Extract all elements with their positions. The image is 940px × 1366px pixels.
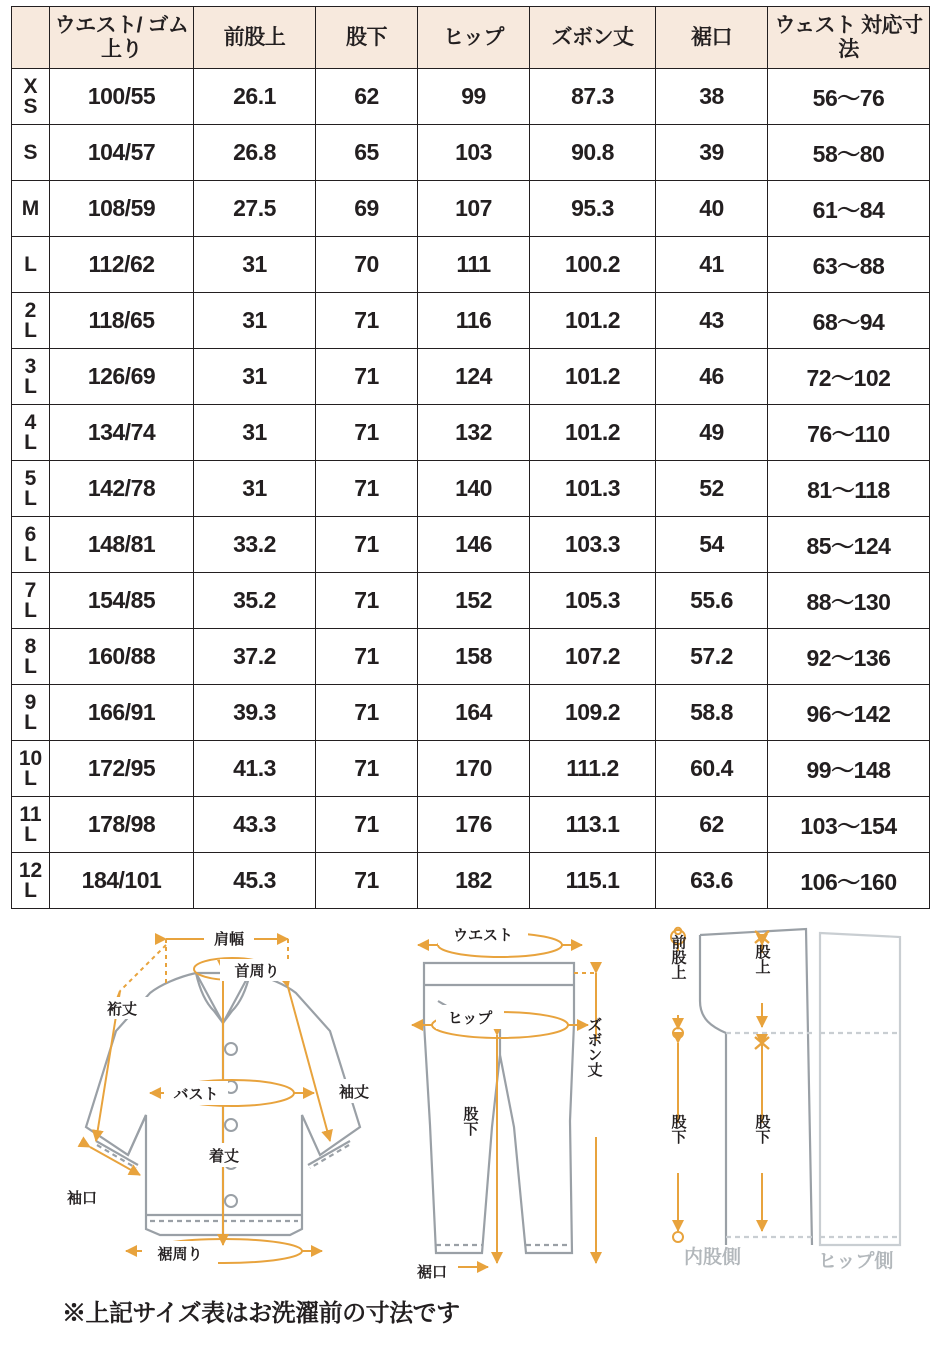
cell-pants-length: 113.1 xyxy=(530,797,656,853)
cell-hem-opening: 63.6 xyxy=(656,853,768,909)
cell-waist-range: 85〜124 xyxy=(768,517,930,573)
cell-waist-elastic: 154/85 xyxy=(50,573,194,629)
cell-inseam: 71 xyxy=(316,629,418,685)
cell-waist-elastic: 134/74 xyxy=(50,405,194,461)
label-yuki: 裄丈 xyxy=(106,1001,138,1019)
cell-hip: 164 xyxy=(418,685,530,741)
row-size: 5 L xyxy=(12,461,50,517)
cell-inseam: 71 xyxy=(316,741,418,797)
cell-hip: 170 xyxy=(418,741,530,797)
cell-pants-length: 111.2 xyxy=(530,741,656,797)
table-body xyxy=(12,69,930,909)
cell-front-rise: 31 xyxy=(194,237,316,293)
table-row xyxy=(12,293,930,349)
cell-hem-opening: 49 xyxy=(656,405,768,461)
cell-pants-length: 105.3 xyxy=(530,573,656,629)
cell-inseam: 71 xyxy=(316,797,418,853)
cell-waist-range: 99〜148 xyxy=(768,741,930,797)
table-row xyxy=(12,237,930,293)
cell-waist-elastic: 108/59 xyxy=(50,181,194,237)
cell-waist-range: 76〜110 xyxy=(768,405,930,461)
cell-pants-length: 95.3 xyxy=(530,181,656,237)
row-size: 7 L xyxy=(12,573,50,629)
cell-pants-length: 100.2 xyxy=(530,237,656,293)
table-row xyxy=(12,573,930,629)
cell-hip: 152 xyxy=(418,573,530,629)
cell-pants-length: 101.2 xyxy=(530,293,656,349)
illustration-svg xyxy=(0,915,940,1331)
table-row xyxy=(12,349,930,405)
label-sleeve: 袖丈 xyxy=(338,1084,370,1102)
cell-pants-length: 115.1 xyxy=(530,853,656,909)
cell-hem-opening: 38 xyxy=(656,69,768,125)
label-hip-side: ヒップ側 xyxy=(818,1251,894,1273)
cell-front-rise: 39.3 xyxy=(194,685,316,741)
cell-waist-range: 68〜94 xyxy=(768,293,930,349)
cell-waist-range: 106〜160 xyxy=(768,853,930,909)
cell-waist-elastic: 160/88 xyxy=(50,629,194,685)
label-length: 着丈 xyxy=(208,1148,240,1166)
cell-hem-opening: 39 xyxy=(656,125,768,181)
cell-pants-length: 101.2 xyxy=(530,349,656,405)
label-waist: ウエスト xyxy=(452,927,514,945)
cell-waist-elastic: 142/78 xyxy=(50,461,194,517)
cell-waist-elastic: 184/101 xyxy=(50,853,194,909)
measurement-illustrations xyxy=(0,915,940,1331)
cell-inseam: 71 xyxy=(316,853,418,909)
pants-labels xyxy=(406,923,606,1283)
cell-pants-length: 107.2 xyxy=(530,629,656,685)
row-size: 8 L xyxy=(12,629,50,685)
cell-inseam: 71 xyxy=(316,461,418,517)
cell-front-rise: 33.2 xyxy=(194,517,316,573)
cell-waist-range: 58〜80 xyxy=(768,125,930,181)
cell-waist-elastic: 100/55 xyxy=(50,69,194,125)
table-row xyxy=(12,629,930,685)
label-hem-opening: 裾口 xyxy=(416,1264,448,1282)
cell-waist-elastic: 178/98 xyxy=(50,797,194,853)
cell-pants-length: 101.3 xyxy=(530,461,656,517)
table-row xyxy=(12,405,930,461)
cell-hem-opening: 54 xyxy=(656,517,768,573)
cell-waist-elastic: 148/81 xyxy=(50,517,194,573)
row-size: S xyxy=(12,125,50,181)
cell-inseam: 71 xyxy=(316,405,418,461)
cell-pants-length: 109.2 xyxy=(530,685,656,741)
cell-hip: 116 xyxy=(418,293,530,349)
header-cell-hem-opening: 裾口 xyxy=(656,7,768,69)
cell-waist-range: 103〜154 xyxy=(768,797,930,853)
label-rise: 股上 xyxy=(753,944,771,975)
header-cell-inseam: 股下 xyxy=(316,7,418,69)
size-table xyxy=(11,6,930,909)
cell-waist-range: 88〜130 xyxy=(768,573,930,629)
cell-front-rise: 43.3 xyxy=(194,797,316,853)
label-bust: バスト xyxy=(173,1086,219,1104)
cell-hem-opening: 46 xyxy=(656,349,768,405)
cell-pants-length: 103.3 xyxy=(530,517,656,573)
row-size: 9 L xyxy=(12,685,50,741)
row-size: X S xyxy=(12,69,50,125)
cell-waist-range: 92〜136 xyxy=(768,629,930,685)
cell-hem-opening: 62 xyxy=(656,797,768,853)
cell-inseam: 62 xyxy=(316,69,418,125)
cell-front-rise: 31 xyxy=(194,349,316,405)
row-size: 4 L xyxy=(12,405,50,461)
cell-inseam: 69 xyxy=(316,181,418,237)
header-cell-hip: ヒップ xyxy=(418,7,530,69)
label-cuff: 袖口 xyxy=(66,1190,98,1208)
cell-waist-range: 81〜118 xyxy=(768,461,930,517)
cell-inseam: 71 xyxy=(316,293,418,349)
label-front-rise: 前股上 xyxy=(669,934,687,980)
pants-measure-lines xyxy=(412,933,596,1267)
table-row xyxy=(12,685,930,741)
cell-front-rise: 31 xyxy=(194,405,316,461)
cell-hip: 111 xyxy=(418,237,530,293)
cell-waist-range: 63〜88 xyxy=(768,237,930,293)
header-cell-size xyxy=(12,7,50,69)
cell-waist-elastic: 104/57 xyxy=(50,125,194,181)
row-size: 3 L xyxy=(12,349,50,405)
cell-waist-elastic: 172/95 xyxy=(50,741,194,797)
label-shoulder: 肩幅 xyxy=(213,931,245,949)
cell-inseam: 71 xyxy=(316,573,418,629)
cell-waist-range: 56〜76 xyxy=(768,69,930,125)
label-inner-side: 内股側 xyxy=(684,1247,742,1269)
table-row xyxy=(12,125,930,181)
cell-hem-opening: 52 xyxy=(656,461,768,517)
row-size: 10 L xyxy=(12,741,50,797)
cell-front-rise: 41.3 xyxy=(194,741,316,797)
rise-detail-figure xyxy=(700,929,900,1245)
cell-inseam: 71 xyxy=(316,685,418,741)
table-row xyxy=(12,797,930,853)
label-hip: ヒップ xyxy=(447,1010,493,1028)
cell-front-rise: 26.8 xyxy=(194,125,316,181)
cell-hip: 103 xyxy=(418,125,530,181)
row-size: 11 L xyxy=(12,797,50,853)
cell-waist-elastic: 112/62 xyxy=(50,237,194,293)
cell-waist-elastic: 126/69 xyxy=(50,349,194,405)
cell-hip: 124 xyxy=(418,349,530,405)
cell-inseam: 65 xyxy=(316,125,418,181)
cell-front-rise: 31 xyxy=(194,293,316,349)
cell-inseam: 71 xyxy=(316,349,418,405)
cell-hip: 140 xyxy=(418,461,530,517)
cell-inseam: 71 xyxy=(316,517,418,573)
size-chart-page xyxy=(0,6,940,1366)
cell-waist-range: 61〜84 xyxy=(768,181,930,237)
cell-pants-length: 87.3 xyxy=(530,69,656,125)
label-neck: 首周り xyxy=(234,963,280,981)
row-size: M xyxy=(12,181,50,237)
cell-hip: 176 xyxy=(418,797,530,853)
cell-pants-length: 90.8 xyxy=(530,125,656,181)
cell-inseam: 70 xyxy=(316,237,418,293)
cell-waist-range: 72〜102 xyxy=(768,349,930,405)
label-inseam-left: 股下 xyxy=(669,1114,687,1145)
table-row xyxy=(12,517,930,573)
cell-hem-opening: 57.2 xyxy=(656,629,768,685)
cell-waist-range: 96〜142 xyxy=(768,685,930,741)
header-cell-pants-length: ズボン丈 xyxy=(530,7,656,69)
header-cell-waist-range: ウェスト 対応寸法 xyxy=(768,7,930,69)
label-inseam-right: 股下 xyxy=(753,1114,771,1145)
cell-hem-opening: 60.4 xyxy=(656,741,768,797)
cell-pants-length: 101.2 xyxy=(530,405,656,461)
cell-hem-opening: 41 xyxy=(656,237,768,293)
cell-front-rise: 37.2 xyxy=(194,629,316,685)
label-hem: 裾周り xyxy=(157,1246,203,1264)
label-inseam: 股下 xyxy=(461,1106,479,1137)
table-row xyxy=(12,69,930,125)
table-head xyxy=(12,7,930,69)
cell-hem-opening: 58.8 xyxy=(656,685,768,741)
wash-note: ※上記サイズ表はお洗濯前の寸法です xyxy=(62,1300,460,1328)
cell-hip: 182 xyxy=(418,853,530,909)
table-row xyxy=(12,181,930,237)
row-size: 12 L xyxy=(12,853,50,909)
row-size: L xyxy=(12,237,50,293)
cell-hip: 99 xyxy=(418,69,530,125)
row-size: 6 L xyxy=(12,517,50,573)
table-row xyxy=(12,741,930,797)
cell-front-rise: 45.3 xyxy=(194,853,316,909)
table-row xyxy=(12,853,930,909)
table-row xyxy=(12,461,930,517)
cell-hip: 158 xyxy=(418,629,530,685)
cell-hem-opening: 40 xyxy=(656,181,768,237)
label-pants-length: ズボン丈 xyxy=(585,1017,603,1078)
cell-hem-opening: 43 xyxy=(656,293,768,349)
cell-hip: 132 xyxy=(418,405,530,461)
header-cell-waist-elastic: ウエスト/ ゴム上り xyxy=(50,7,194,69)
cell-hip: 107 xyxy=(418,181,530,237)
header-cell-front-rise: 前股上 xyxy=(194,7,316,69)
cell-front-rise: 27.5 xyxy=(194,181,316,237)
table-header-row xyxy=(12,7,930,69)
row-size: 2 L xyxy=(12,293,50,349)
cell-front-rise: 26.1 xyxy=(194,69,316,125)
cell-front-rise: 31 xyxy=(194,461,316,517)
cell-waist-elastic: 166/91 xyxy=(50,685,194,741)
cell-front-rise: 35.2 xyxy=(194,573,316,629)
cell-waist-elastic: 118/65 xyxy=(50,293,194,349)
cell-hip: 146 xyxy=(418,517,530,573)
cell-hem-opening: 55.6 xyxy=(656,573,768,629)
